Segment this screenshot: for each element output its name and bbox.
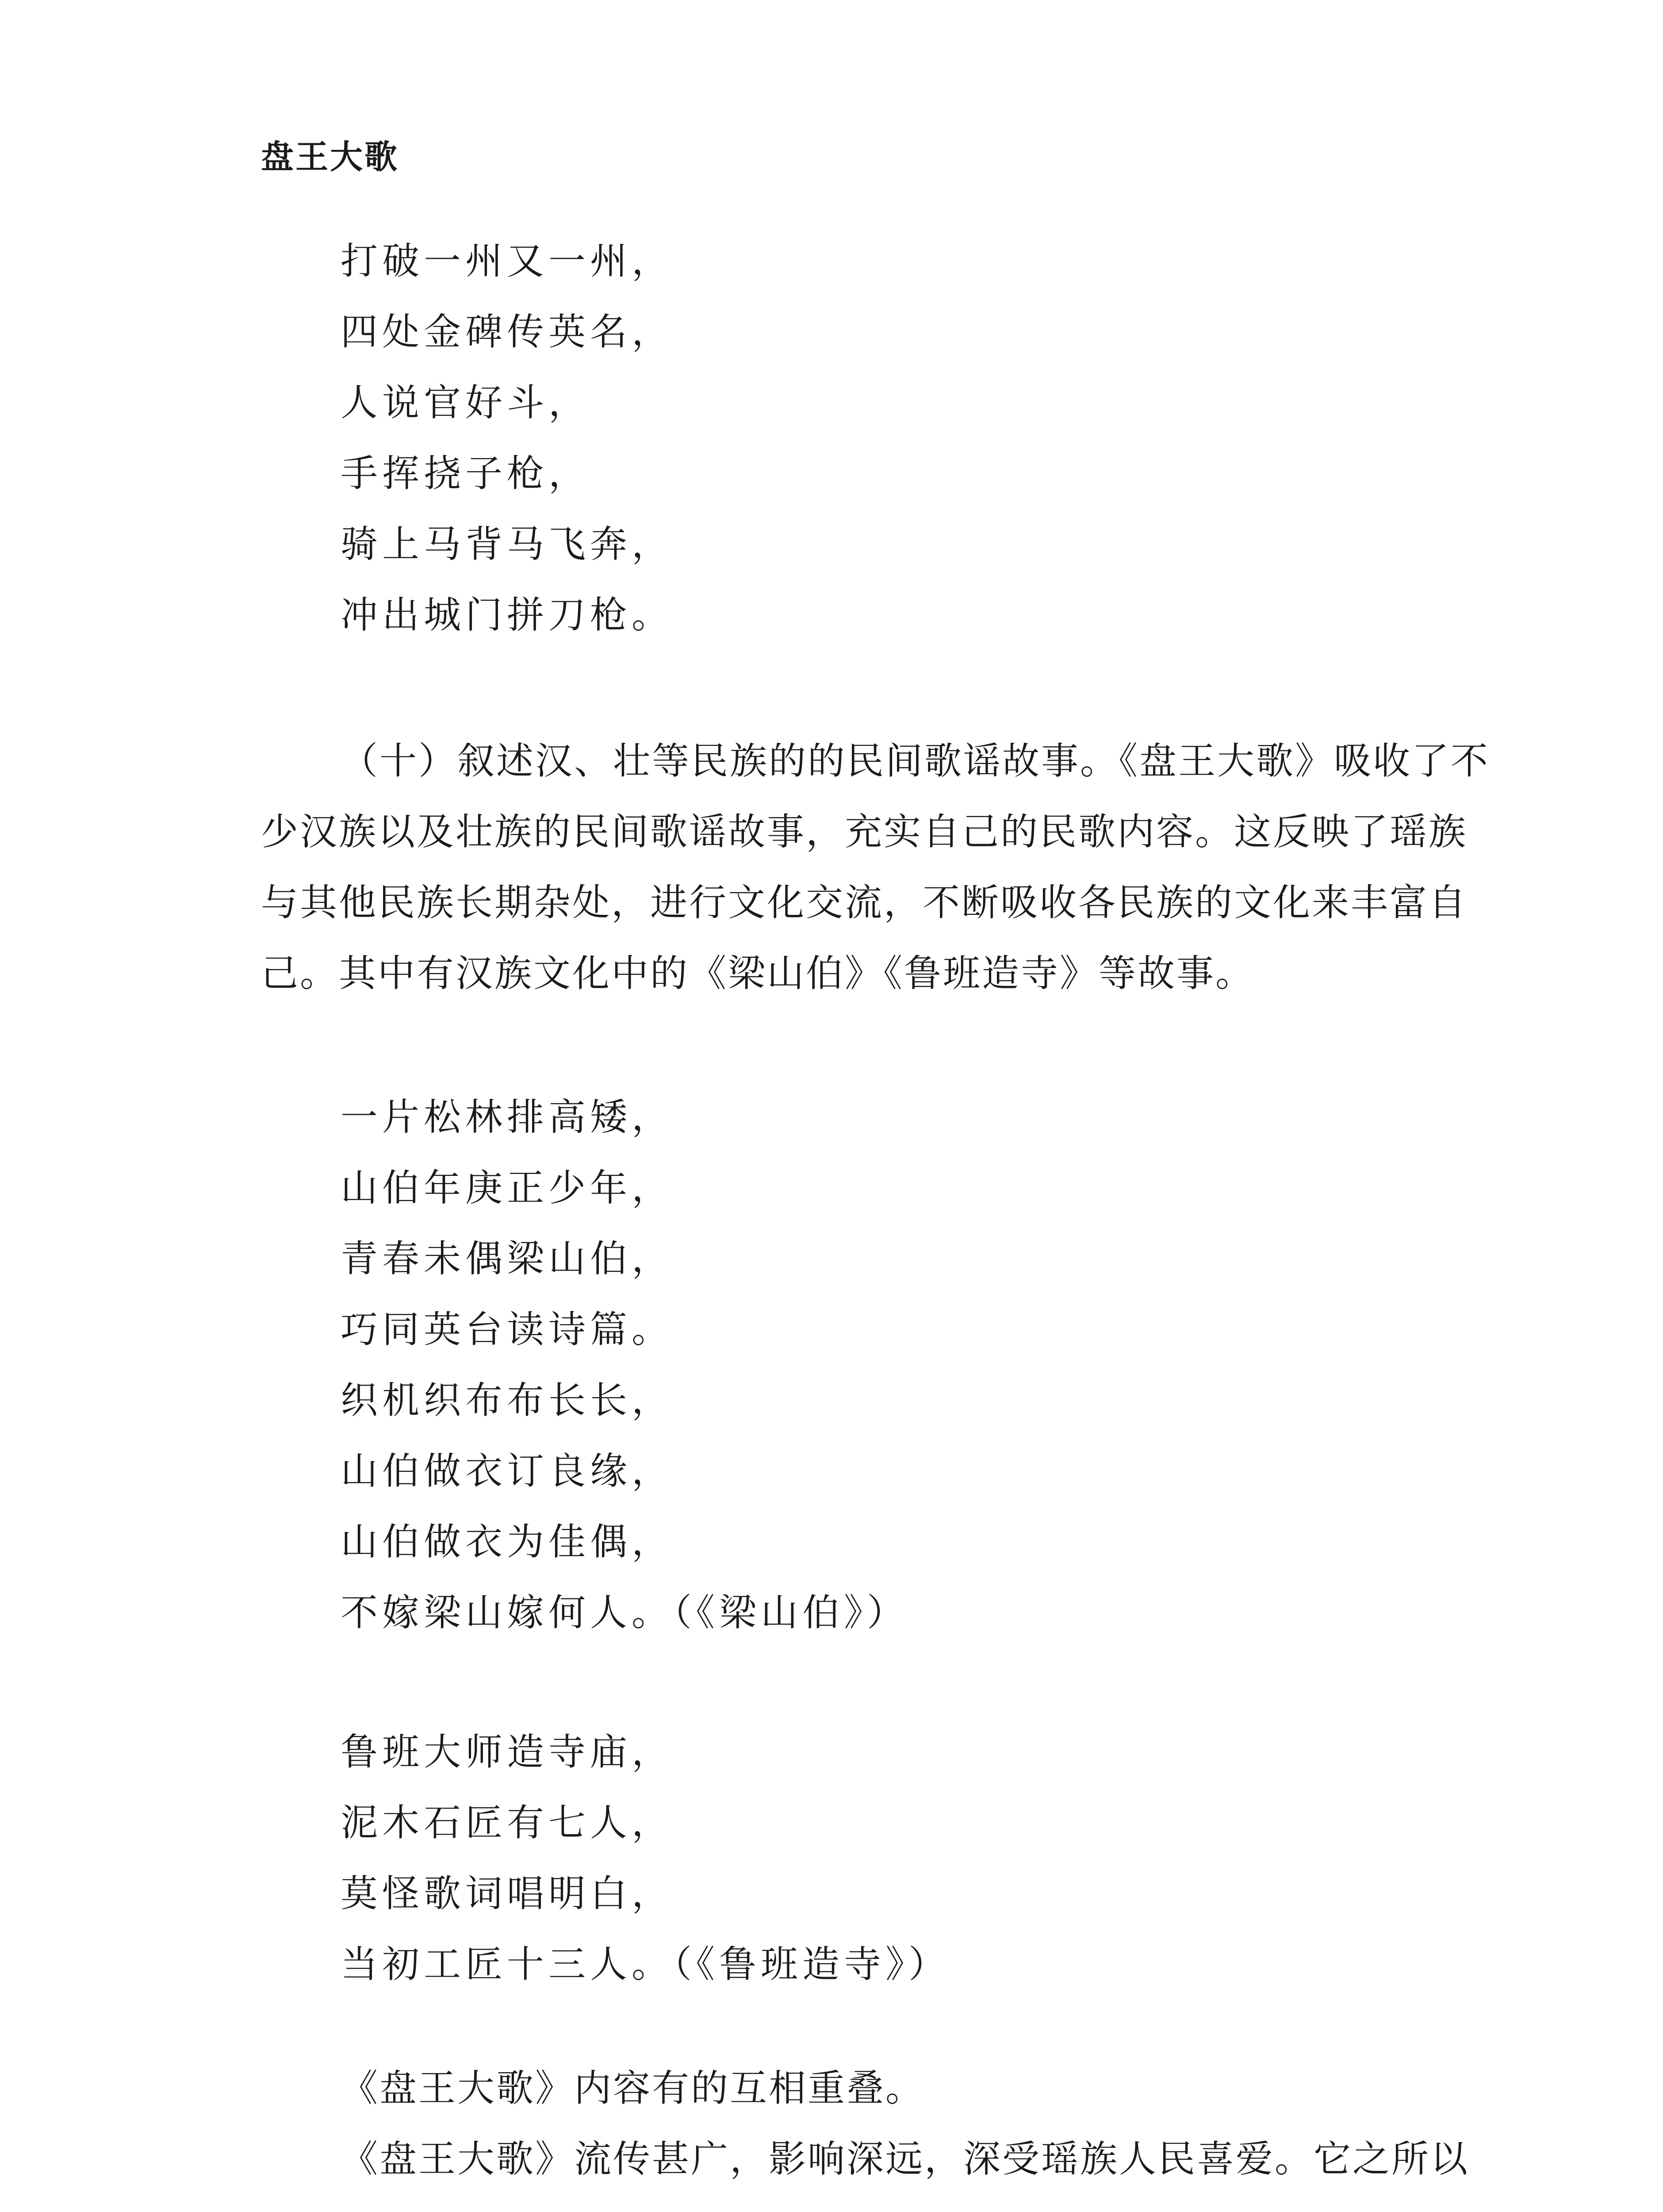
verse-line: 手挥挠子枪，	[341, 452, 590, 495]
verse-line: 一片松林排高矮，	[341, 1095, 674, 1139]
verse-line: 莫怪歌词唱明白，	[341, 1872, 674, 1915]
paragraph-line: （十）叙述汉、壮等民族的的民间歌谣故事。《盘王大歌》吸收了不	[341, 739, 1490, 783]
verse-block-liangshanbo	[341, 1082, 908, 1648]
verse-block-luban	[341, 1717, 950, 2000]
paragraph-line: 《盘王大歌》流传甚广，影响深远，深受瑶族人民喜爱。它之所以	[341, 2137, 1470, 2181]
verse-line: 骑上马背马飞奔，	[341, 522, 674, 566]
verse-line: 不嫁梁山嫁何人。（《梁山伯》）	[341, 1591, 909, 1634]
verse-line: 青春未偶梁山伯，	[341, 1237, 674, 1280]
verse-line: 山伯做衣订良缘，	[341, 1449, 674, 1493]
verse-line: 冲出城门拼刀枪。	[341, 593, 674, 637]
verse-line: 织机织布布长长，	[341, 1379, 674, 1422]
paragraph-line: 《盘王大歌》内容有的互相重叠。	[341, 2066, 925, 2110]
verse-line: 泥木石匠有七人，	[341, 1801, 674, 1844]
verse-line: 巧同英台读诗篇。	[341, 1308, 674, 1351]
paragraph-line: 己。其中有汉族文化中的《梁山伯》《鲁班造寺》等故事。	[261, 952, 1255, 995]
paragraph-line: 少汉族以及壮族的民间歌谣故事，充实自己的民歌内容。这反映了瑶族	[261, 810, 1468, 853]
verse-line: 当初工匠十三人。（《鲁班造寺》）	[341, 1943, 950, 1986]
paragraph-line: 与其他民族长期杂处，进行文化交流，不断吸收各民族的文化来丰富自	[261, 881, 1468, 924]
verse-block-1	[341, 226, 673, 650]
verse-line: 山伯做衣为佳偶，	[341, 1520, 674, 1563]
verse-line: 四处金碑传英名，	[341, 310, 674, 353]
verse-line: 山伯年庚正少年，	[341, 1166, 674, 1210]
running-header: 盘王大歌	[261, 138, 399, 176]
verse-line: 鲁班大师造寺庙，	[341, 1730, 674, 1774]
verse-line: 人说官好斗，	[341, 381, 590, 424]
verse-line: 打破一州又一州，	[341, 239, 674, 283]
paragraph-section-ten	[261, 726, 1513, 1009]
paragraph-conclusion	[261, 2053, 1513, 2194]
